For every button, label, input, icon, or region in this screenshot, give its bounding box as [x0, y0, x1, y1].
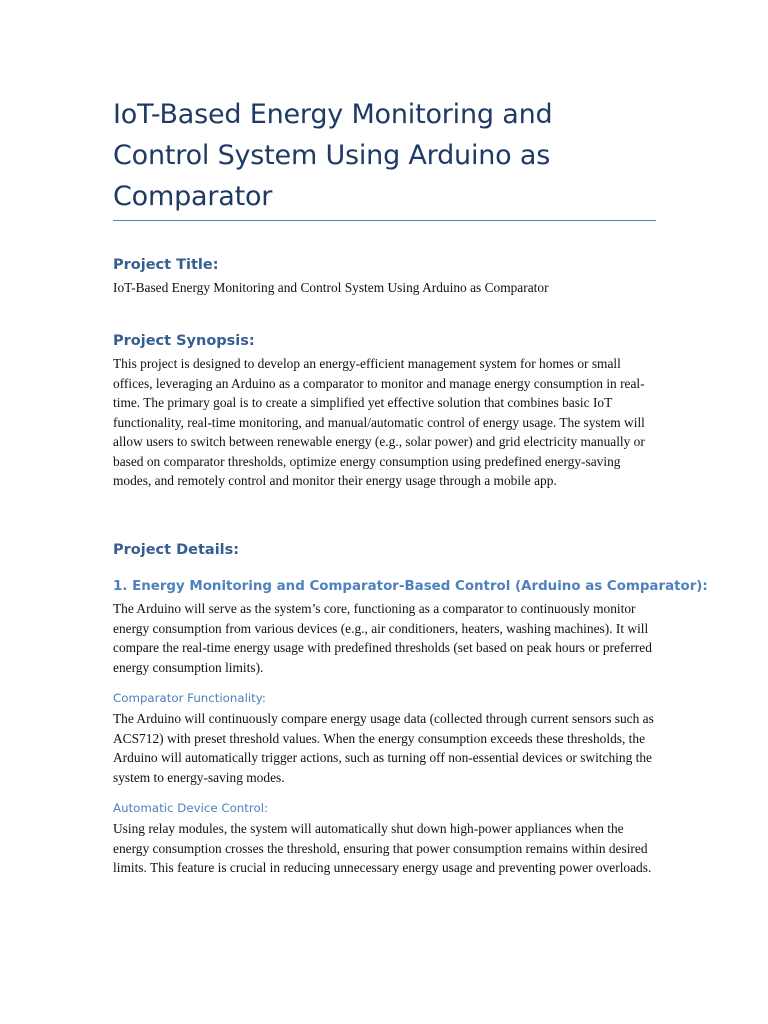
automatic-device-control-text: Using relay modules, the system will automatically shut down high-power appliances when the energy consumption crosses the threshold, ensuring that power consumption remains within desired limits. This feature is crucial in reducing unnecessary energy usage and preventing power overloads. — [113, 821, 652, 875]
energy-monitoring-subheading: 1. Energy Monitoring and Comparator-Based Control (Arduino as Comparator): — [113, 579, 708, 594]
project-title-text: IoT-Based Energy Monitoring and Control System Using Arduino as Comparator — [113, 280, 549, 295]
title-divider — [113, 220, 656, 221]
project-synopsis-text: This project is designed to develop an energy-efficient management system for homes or small offices, leveraging an Arduino as a comparator to monitor and manage energy consumption in real-time. The primary goal is to create a simplified yet effective solution that combines basic IoT functionality, real-time monitoring, and manual/automatic control of energy usage. The system will allow users to switch between renewable energy (e.g., solar power) and grid electricity manually or based on comparator thresholds, optimize energy consumption using predefined energy-saving modes, and remotely control and monitor their energy usage through a mobile app. — [113, 356, 645, 488]
energy-monitoring-text: The Arduino will serve as the system’s core, functioning as a comparator to continuously monitor energy consumption from various devices (e.g., air conditioners, heaters, washing machines). It will compare the real-time energy usage with predefined thresholds (set based on peak hours or preferred energy consumption limits). — [113, 601, 652, 675]
comparator-functionality-heading: Comparator Functionality: — [113, 691, 266, 705]
comparator-functionality-text: The Arduino will continuously compare energy usage data (collected through current sensors such as ACS712) with preset threshold values. When the energy consumption exceeds these thresholds, the Arduino will automatically trigger actions, such as turning off non-essential devices or switching the system to energy-saving modes. — [113, 711, 654, 785]
automatic-device-control-heading: Automatic Device Control: — [113, 801, 268, 815]
project-details-heading: Project Details: — [113, 542, 240, 558]
project-synopsis-heading: Project Synopsis: — [113, 333, 255, 349]
project-title-heading: Project Title: — [113, 257, 219, 273]
document-title: IoT-Based Energy Monitoring and Control System Using Arduino as Comparator — [113, 99, 553, 212]
